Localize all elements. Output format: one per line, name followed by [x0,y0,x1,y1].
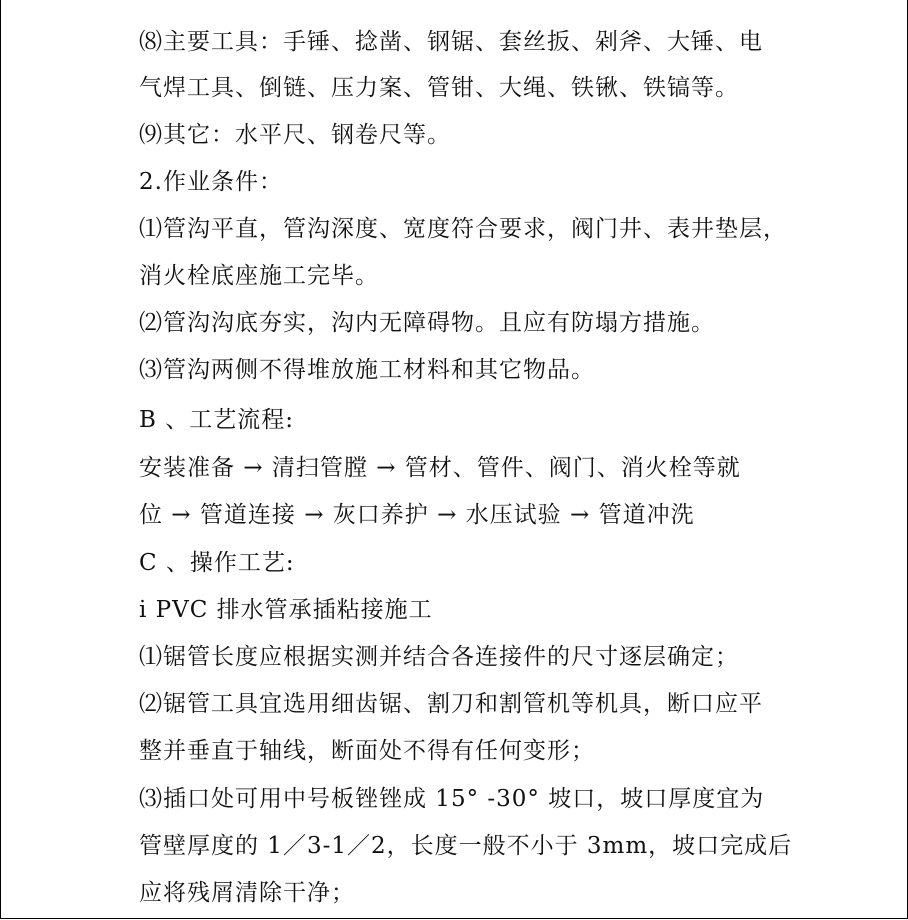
text-line-process-flow-cont: 位 → 管道连接 → 灰口养护 → 水压试验 → 管道冲洗 [139,502,695,528]
text-line-operation-1: ⑴锯管长度应根据实测并结合各连接件的尺寸逐层确定； [139,644,739,670]
text-line-other-tools: ⑼其它：水平尺、钢卷尺等。 [139,122,451,148]
section-heading-process: B 、工艺流程: [139,407,294,433]
section-heading-conditions: 2.作业条件： [139,169,283,195]
text-line-condition-1-cont: 消火栓底座施工完毕。 [139,263,379,289]
text-line-condition-3: ⑶管沟两侧不得堆放施工材料和其它物品。 [139,357,595,383]
text-line-operation-3-end: 应将残屑清除干净； [139,880,355,906]
text-line-tools-list-cont: 气焊工具、倒链、压力案、管钳、大绳、铁锹、铁镐等。 [139,75,739,101]
text-line-condition-2: ⑵管沟沟底夯实，沟内无障碍物。且应有防塌方措施。 [139,310,715,336]
subsection-heading-pvc: i PVC 排水管承插粘接施工 [139,597,433,623]
text-line-condition-1: ⑴管沟平直，管沟深度、宽度符合要求，阀门井、表井垫层， [139,216,787,242]
text-line-process-flow: 安装准备 → 清扫管膛 → 管材、管件、阀门、消火栓等就 [139,455,741,481]
text-line-operation-3: ⑶插口处可用中号板锉锉成 15° -30° 坡口，坡口厚度宜为 [139,786,765,812]
text-line-tools-list: ⑻主要工具：手锤、捻凿、钢锯、套丝扳、剁斧、大锤、电 [139,29,763,55]
text-line-operation-3-cont: 管壁厚度的 1／3-1／2，长度一般不小于 3mm，坡口完成后 [139,833,793,859]
section-heading-operation: C 、操作工艺: [139,550,295,576]
text-line-operation-2-cont: 整并垂直于轴线，断面处不得有任何变形； [139,738,595,764]
text-line-operation-2: ⑵锯管工具宜选用细齿锯、割刀和割管机等机具，断口应平 [139,691,763,717]
